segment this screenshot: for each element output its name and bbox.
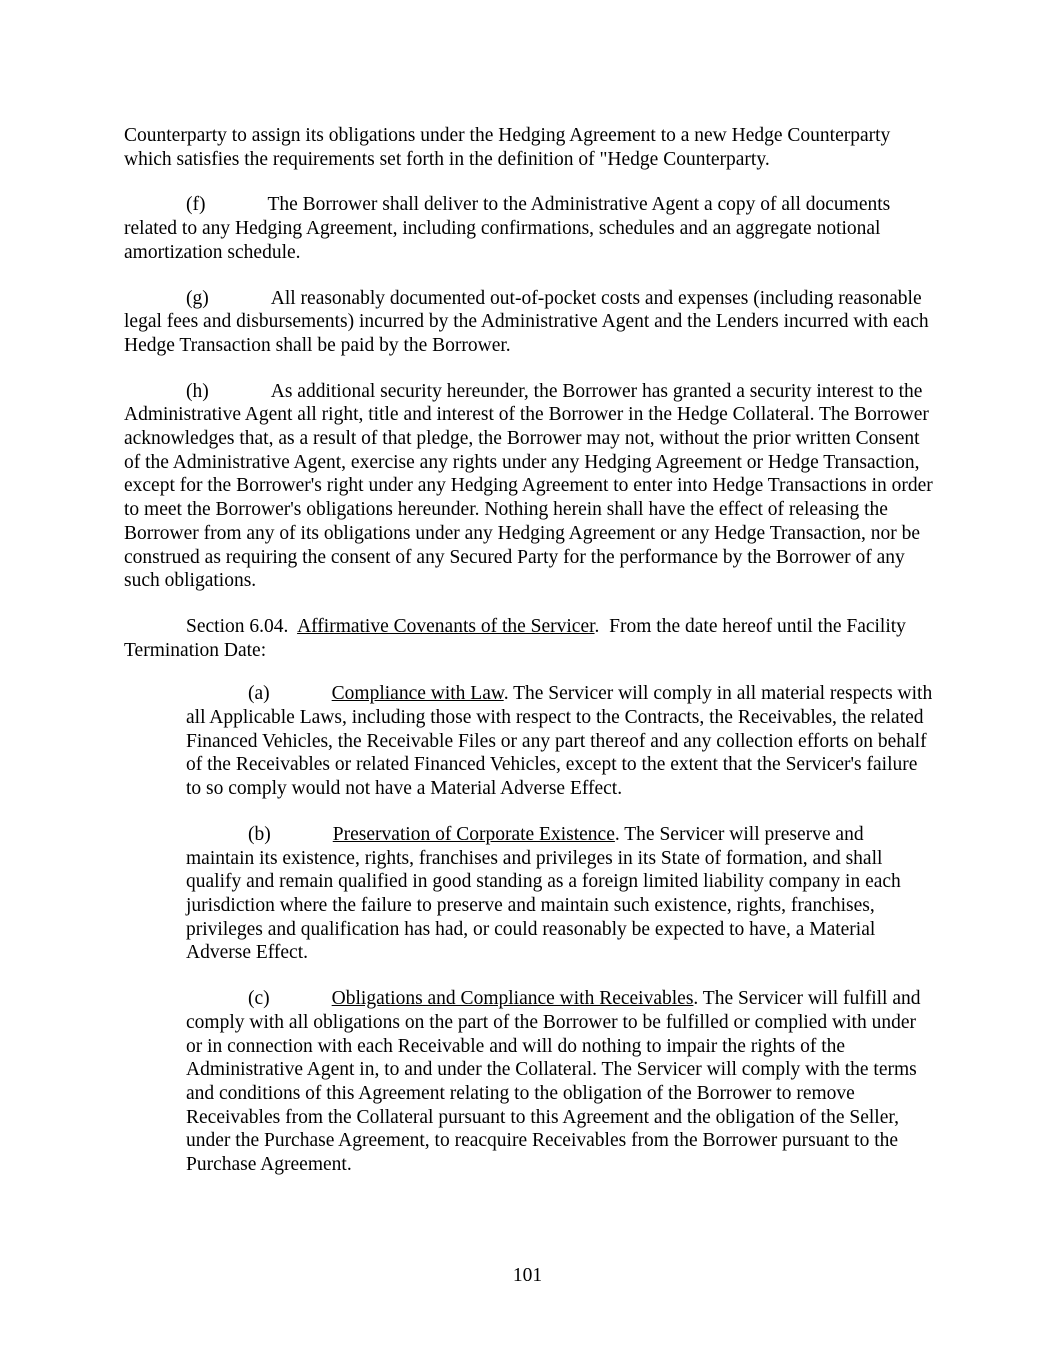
covenant-b-label: (b) bbox=[248, 823, 271, 845]
covenant-a-text: . The Servicer will comply in all material respects with all Applicable Laws, including those with respect to the Contracts, the Receivables, the related Financed Vehicles, the Receivable Files or any part thereof and any collection efforts on behalf of the Receivables or related Financed Vehicles, except to the extent that the Servicer's failure to so comply would not have a Material Adverse Effect. bbox=[186, 683, 933, 800]
covenant-b-text: . The Servicer will preserve and maintain its existence, rights, franchises and privileges in its State of formation, and shall qualify and remain qualified in good standing as a foreign limited liability company in each jurisdiction where the failure to preserve and maintain such existence, rights, franchises, privileges and qualification has had, or could reasonably be expected to have, a Material Adverse Effect. bbox=[186, 823, 901, 964]
covenant-c-text: . The Servicer will fulfill and comply with all obligations on the part of the Borrower to be fulfilled or complied with under or in connection with each Receivable and will do nothing to impair the rights of the Administrative Agent in, to and under the Collateral. The Servicer will comply with the terms and conditions of this Agreement relating to the obligation of the Borrower to remove Receivables from the Collateral pursuant to this Agreement and the obligation of the Seller, under the Purchase Agreement, to reacquire Receivables from the Borrower pursuant to the Purchase Agreement. bbox=[186, 988, 921, 1176]
paragraph-g-text: All reasonably documented out-of-pocket costs and expenses (including reasonable legal fees and disbursements) incurred by the Administrative Agent and the Lenders incurred with each Hedge Transaction shall be paid by the Borrower. bbox=[124, 287, 929, 356]
covenant-a bbox=[186, 682, 934, 801]
paragraph-h-label: (h) bbox=[186, 380, 209, 402]
paragraph-g bbox=[124, 287, 934, 358]
document-page bbox=[124, 124, 934, 1199]
section-6-04-intro bbox=[124, 615, 934, 662]
covenant-a-heading: Compliance with Law bbox=[331, 683, 504, 705]
page-number: 101 bbox=[512, 1265, 543, 1286]
covenant-b-heading: Preservation of Corporate Existence bbox=[332, 823, 615, 845]
paragraph-g-label: (g) bbox=[186, 287, 209, 309]
paragraph-f-text: The Borrower shall deliver to the Administrative Agent a copy of all documents related to any Hedging Agreement, including confirmations, schedules and an aggregate notional amortization schedule. bbox=[124, 194, 891, 263]
paragraph-f bbox=[124, 193, 934, 264]
covenant-a-label: (a) bbox=[248, 683, 270, 705]
paragraph-h bbox=[124, 380, 934, 593]
covenant-c bbox=[186, 987, 934, 1177]
covenant-c-label: (c) bbox=[248, 988, 270, 1010]
section-heading: Affirmative Covenants of the Servicer bbox=[297, 615, 595, 637]
carryover-paragraph: Counterparty to assign its obligations under the Hedging Agreement to a new Hedge Counterparty which satisfies the requirements set forth in the definition of "Hedge Counterparty. bbox=[124, 125, 891, 170]
covenant-b bbox=[186, 823, 934, 965]
section-heading-period: . bbox=[594, 615, 600, 637]
section-intro-text: From the date hereof until the Facility Termination Date: bbox=[124, 615, 906, 661]
covenant-c-heading: Obligations and Compliance with Receivables bbox=[331, 988, 694, 1010]
section-number: Section 6.04. bbox=[186, 615, 289, 637]
paragraph-f-label: (f) bbox=[186, 194, 206, 216]
paragraph-h-text: As additional security hereunder, the Borrower has granted a security interest to the Administrative Agent all right, title and interest of the Borrower in the Hedge Collateral. The Borrower acknowledges that, as a result of that pledge, the Borrower may not, without the prior written Consent of the Administrative Agent, exercise any rights under any Hedging Agreement or Hedge Transaction, except for the Borrower's right under any Hedging Agreement to enter into Hedge Transactions in order to meet the Borrower's obligations hereunder. Nothing herein shall have the effect of releasing the Borrower from any of its obligations under any Hedging Agreement or any Hedge Transaction, nor be construed as requiring the consent of any Secured Party for the performance by the Borrower of any such obligations. bbox=[124, 380, 933, 592]
